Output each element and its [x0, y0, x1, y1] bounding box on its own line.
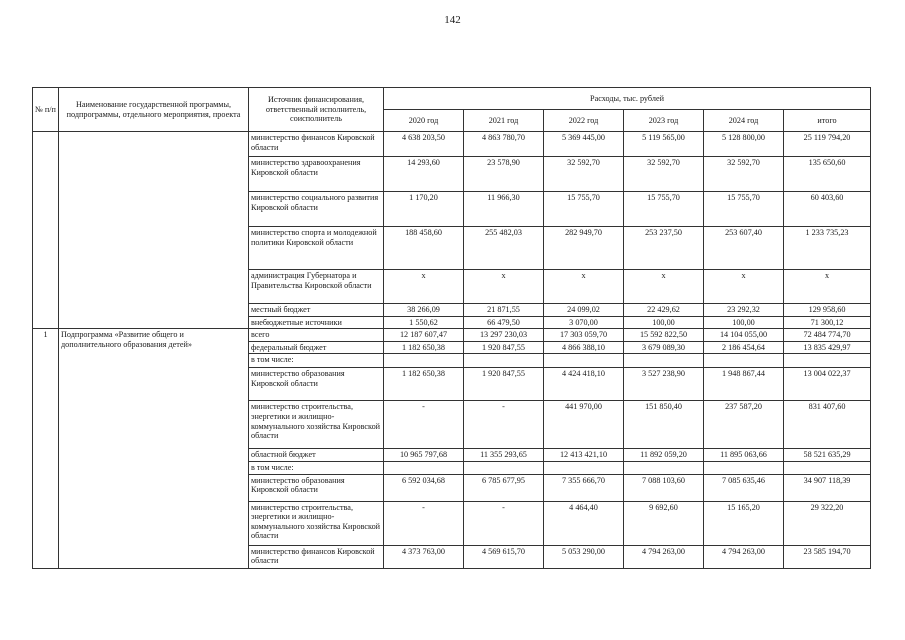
amount-cell: 4 794 263,00 — [624, 545, 704, 568]
amount-cell — [464, 461, 544, 474]
amount-cell: 23 292,32 — [704, 304, 784, 317]
funding-source: министерство финансов Кировской области — [249, 545, 384, 568]
amount-cell: 255 482,03 — [464, 227, 544, 270]
amount-cell: 14 293,60 — [384, 157, 464, 192]
amount-cell: 5 119 565,00 — [624, 132, 704, 157]
row-number-empty — [33, 132, 59, 329]
header-num: № п/п — [33, 88, 59, 132]
funding-source: министерство финансов Кировской области — [249, 132, 384, 157]
amount-cell: 4 569 615,70 — [464, 545, 544, 568]
amount-cell: 4 794 263,00 — [704, 545, 784, 568]
amount-cell — [704, 461, 784, 474]
amount-cell: 15 755,70 — [624, 192, 704, 227]
amount-cell: 7 085 635,46 — [704, 474, 784, 501]
amount-cell: 11 966,30 — [464, 192, 544, 227]
funding-source: министерство спорта и молодежной политики Кировской области — [249, 227, 384, 270]
amount-cell: 4 866 388,10 — [544, 341, 624, 354]
amount-cell — [704, 354, 784, 368]
amount-cell: 15 755,70 — [544, 192, 624, 227]
amount-cell: 15 592 822,50 — [624, 329, 704, 342]
amount-cell: - — [384, 401, 464, 449]
amount-cell: 32 592,70 — [704, 157, 784, 192]
amount-cell: 5 128 800,00 — [704, 132, 784, 157]
amount-cell: 2 186 454,64 — [704, 341, 784, 354]
funding-source: министерство строительства, энергетики и жилищно-коммунального хозяйства Кировской области — [249, 501, 384, 545]
funding-source: министерство социального развития Кировской области — [249, 192, 384, 227]
amount-cell: 4 373 763,00 — [384, 545, 464, 568]
amount-cell: 253 237,50 — [624, 227, 704, 270]
subprogram-name: Подпрограмма «Развитие общего и дополнительного образования детей» — [59, 329, 249, 568]
funding-source: министерство образования Кировской области — [249, 474, 384, 501]
amount-cell: 237 587,20 — [704, 401, 784, 449]
funding-source: федеральный бюджет — [249, 341, 384, 354]
header-name: Наименование государственной программы, подпрограммы, отдельного мероприятия, проекта — [59, 88, 249, 132]
funding-source: в том числе: — [249, 354, 384, 368]
amount-cell: x — [384, 270, 464, 304]
funding-source: в том числе: — [249, 461, 384, 474]
amount-cell: 32 592,70 — [624, 157, 704, 192]
amount-cell: x — [544, 270, 624, 304]
budget-table — [32, 87, 871, 569]
amount-cell: 11 355 293,65 — [464, 449, 544, 462]
amount-cell: 14 104 055,00 — [704, 329, 784, 342]
amount-cell: 1 233 735,23 — [784, 227, 871, 270]
funding-source: областной бюджет — [249, 449, 384, 462]
amount-cell: 72 484 774,70 — [784, 329, 871, 342]
amount-cell: x — [624, 270, 704, 304]
amount-cell: 1 948 867,44 — [704, 368, 784, 401]
amount-cell — [464, 354, 544, 368]
amount-cell: 135 650,60 — [784, 157, 871, 192]
amount-cell: 3 070,00 — [544, 316, 624, 329]
amount-cell: 831 407,60 — [784, 401, 871, 449]
amount-cell — [624, 461, 704, 474]
amount-cell: 23 578,90 — [464, 157, 544, 192]
funding-source: местный бюджет — [249, 304, 384, 317]
amount-cell: 15 165,20 — [704, 501, 784, 545]
amount-cell: 34 907 118,39 — [784, 474, 871, 501]
amount-cell: x — [464, 270, 544, 304]
amount-cell — [384, 354, 464, 368]
amount-cell — [784, 461, 871, 474]
table-row — [33, 329, 871, 342]
funding-source: министерство здравоохранения Кировской области — [249, 157, 384, 192]
amount-cell: 7 088 103,60 — [624, 474, 704, 501]
amount-cell: 1 550,62 — [384, 316, 464, 329]
amount-cell: 10 965 797,68 — [384, 449, 464, 462]
amount-cell: 29 322,20 — [784, 501, 871, 545]
amount-cell — [624, 354, 704, 368]
amount-cell: 13 835 429,97 — [784, 341, 871, 354]
amount-cell: 11 892 059,20 — [624, 449, 704, 462]
funding-source: всего — [249, 329, 384, 342]
amount-cell: 13 004 022,37 — [784, 368, 871, 401]
amount-cell — [544, 461, 624, 474]
amount-cell: 188 458,60 — [384, 227, 464, 270]
page-number: 142 — [444, 14, 461, 26]
amount-cell: 58 521 635,29 — [784, 449, 871, 462]
amount-cell: x — [704, 270, 784, 304]
amount-cell: 11 895 063,66 — [704, 449, 784, 462]
funding-source: министерство строительства, энергетики и жилищно-коммунального хозяйства Кировской области — [249, 401, 384, 449]
header-expenses: Расходы, тыс. рублей — [384, 88, 871, 110]
amount-cell: 4 424 418,10 — [544, 368, 624, 401]
program-name-empty — [59, 132, 249, 329]
amount-cell: 253 607,40 — [704, 227, 784, 270]
amount-cell: 100,00 — [704, 316, 784, 329]
subprogram-number: 1 — [33, 329, 59, 568]
amount-cell: 7 355 666,70 — [544, 474, 624, 501]
funding-source: внебюджетные источники — [249, 316, 384, 329]
amount-cell: 71 300,12 — [784, 316, 871, 329]
amount-cell: 129 958,60 — [784, 304, 871, 317]
amount-cell: 282 949,70 — [544, 227, 624, 270]
amount-cell: 21 871,55 — [464, 304, 544, 317]
header-source: Источник финансирования, ответственный исполнитель, соисполнитель — [249, 88, 384, 132]
amount-cell: 32 592,70 — [544, 157, 624, 192]
amount-cell: 23 585 194,70 — [784, 545, 871, 568]
header-year: 2020 год — [384, 110, 464, 132]
header-year: 2022 год — [544, 110, 624, 132]
amount-cell: 24 099,02 — [544, 304, 624, 317]
amount-cell: - — [464, 501, 544, 545]
amount-cell: 1 920 847,55 — [464, 368, 544, 401]
amount-cell: 5 369 445,00 — [544, 132, 624, 157]
amount-cell: 60 403,60 — [784, 192, 871, 227]
header-year: итого — [784, 110, 871, 132]
amount-cell: 1 182 650,38 — [384, 368, 464, 401]
amount-cell: 100,00 — [624, 316, 704, 329]
amount-cell — [784, 354, 871, 368]
amount-cell: x — [784, 270, 871, 304]
amount-cell: 38 266,09 — [384, 304, 464, 317]
amount-cell — [384, 461, 464, 474]
header-year: 2023 год — [624, 110, 704, 132]
amount-cell: 4 638 203,50 — [384, 132, 464, 157]
amount-cell: 3 679 089,30 — [624, 341, 704, 354]
amount-cell: 15 755,70 — [704, 192, 784, 227]
amount-cell: 6 785 677,95 — [464, 474, 544, 501]
header-year: 2021 год — [464, 110, 544, 132]
amount-cell: 22 429,62 — [624, 304, 704, 317]
amount-cell: 3 527 238,90 — [624, 368, 704, 401]
amount-cell: 6 592 034,68 — [384, 474, 464, 501]
amount-cell: - — [464, 401, 544, 449]
amount-cell: 66 479,50 — [464, 316, 544, 329]
header-year: 2024 год — [704, 110, 784, 132]
amount-cell: 4 863 780,70 — [464, 132, 544, 157]
amount-cell: 4 464,40 — [544, 501, 624, 545]
amount-cell: 441 970,00 — [544, 401, 624, 449]
amount-cell: 151 850,40 — [624, 401, 704, 449]
funding-source: министерство образования Кировской области — [249, 368, 384, 401]
amount-cell: 1 170,20 — [384, 192, 464, 227]
amount-cell: 25 119 794,20 — [784, 132, 871, 157]
amount-cell: 12 187 607,47 — [384, 329, 464, 342]
amount-cell: - — [384, 501, 464, 545]
amount-cell: 17 303 059,70 — [544, 329, 624, 342]
amount-cell: 5 053 290,00 — [544, 545, 624, 568]
amount-cell: 12 413 421,10 — [544, 449, 624, 462]
amount-cell: 1 920 847,55 — [464, 341, 544, 354]
amount-cell: 9 692,60 — [624, 501, 704, 545]
amount-cell — [544, 354, 624, 368]
table-row — [33, 132, 871, 157]
amount-cell: 13 297 230,03 — [464, 329, 544, 342]
funding-source: администрация Губернатора и Правительства Кировской области — [249, 270, 384, 304]
amount-cell: 1 182 650,38 — [384, 341, 464, 354]
